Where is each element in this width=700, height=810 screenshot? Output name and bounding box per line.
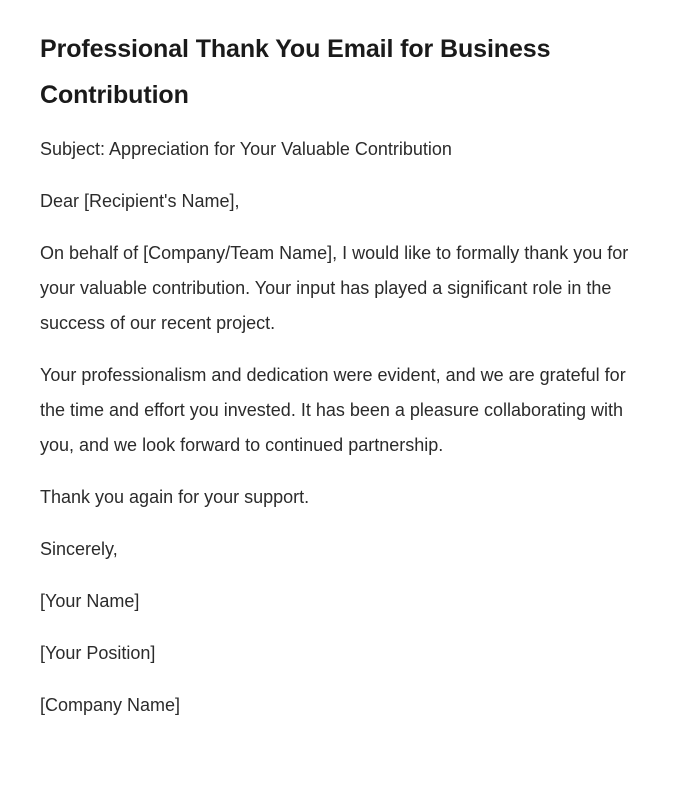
paragraph-closing-thanks: Thank you again for your support.	[40, 487, 310, 507]
paragraph-signoff: Sincerely,	[40, 539, 118, 559]
paragraph-opening-thanks: On behalf of [Company/Team Name], I would like to formally thank you for your valuable contribution. Your input has played a significant role in the success of our recent project.	[40, 243, 629, 333]
paragraph-appreciation: Your professionalism and dedication were evident, and we are grateful for the time and effort you invested. It has been a pleasure collaborating with you, and we look forward to continued partnership.	[40, 365, 626, 455]
paragraph-subject-line: Subject: Appreciation for Your Valuable Contribution	[40, 139, 452, 159]
email-body	[40, 132, 636, 723]
paragraph-salutation: Dear [Recipient's Name],	[40, 191, 240, 211]
paragraph-signature-company: [Company Name]	[40, 695, 181, 715]
paragraph-signature-name: [Your Name]	[40, 591, 140, 611]
paragraph-signature-position: [Your Position]	[40, 643, 156, 663]
page-title: Professional Thank You Email for Business Contribution	[40, 35, 551, 109]
